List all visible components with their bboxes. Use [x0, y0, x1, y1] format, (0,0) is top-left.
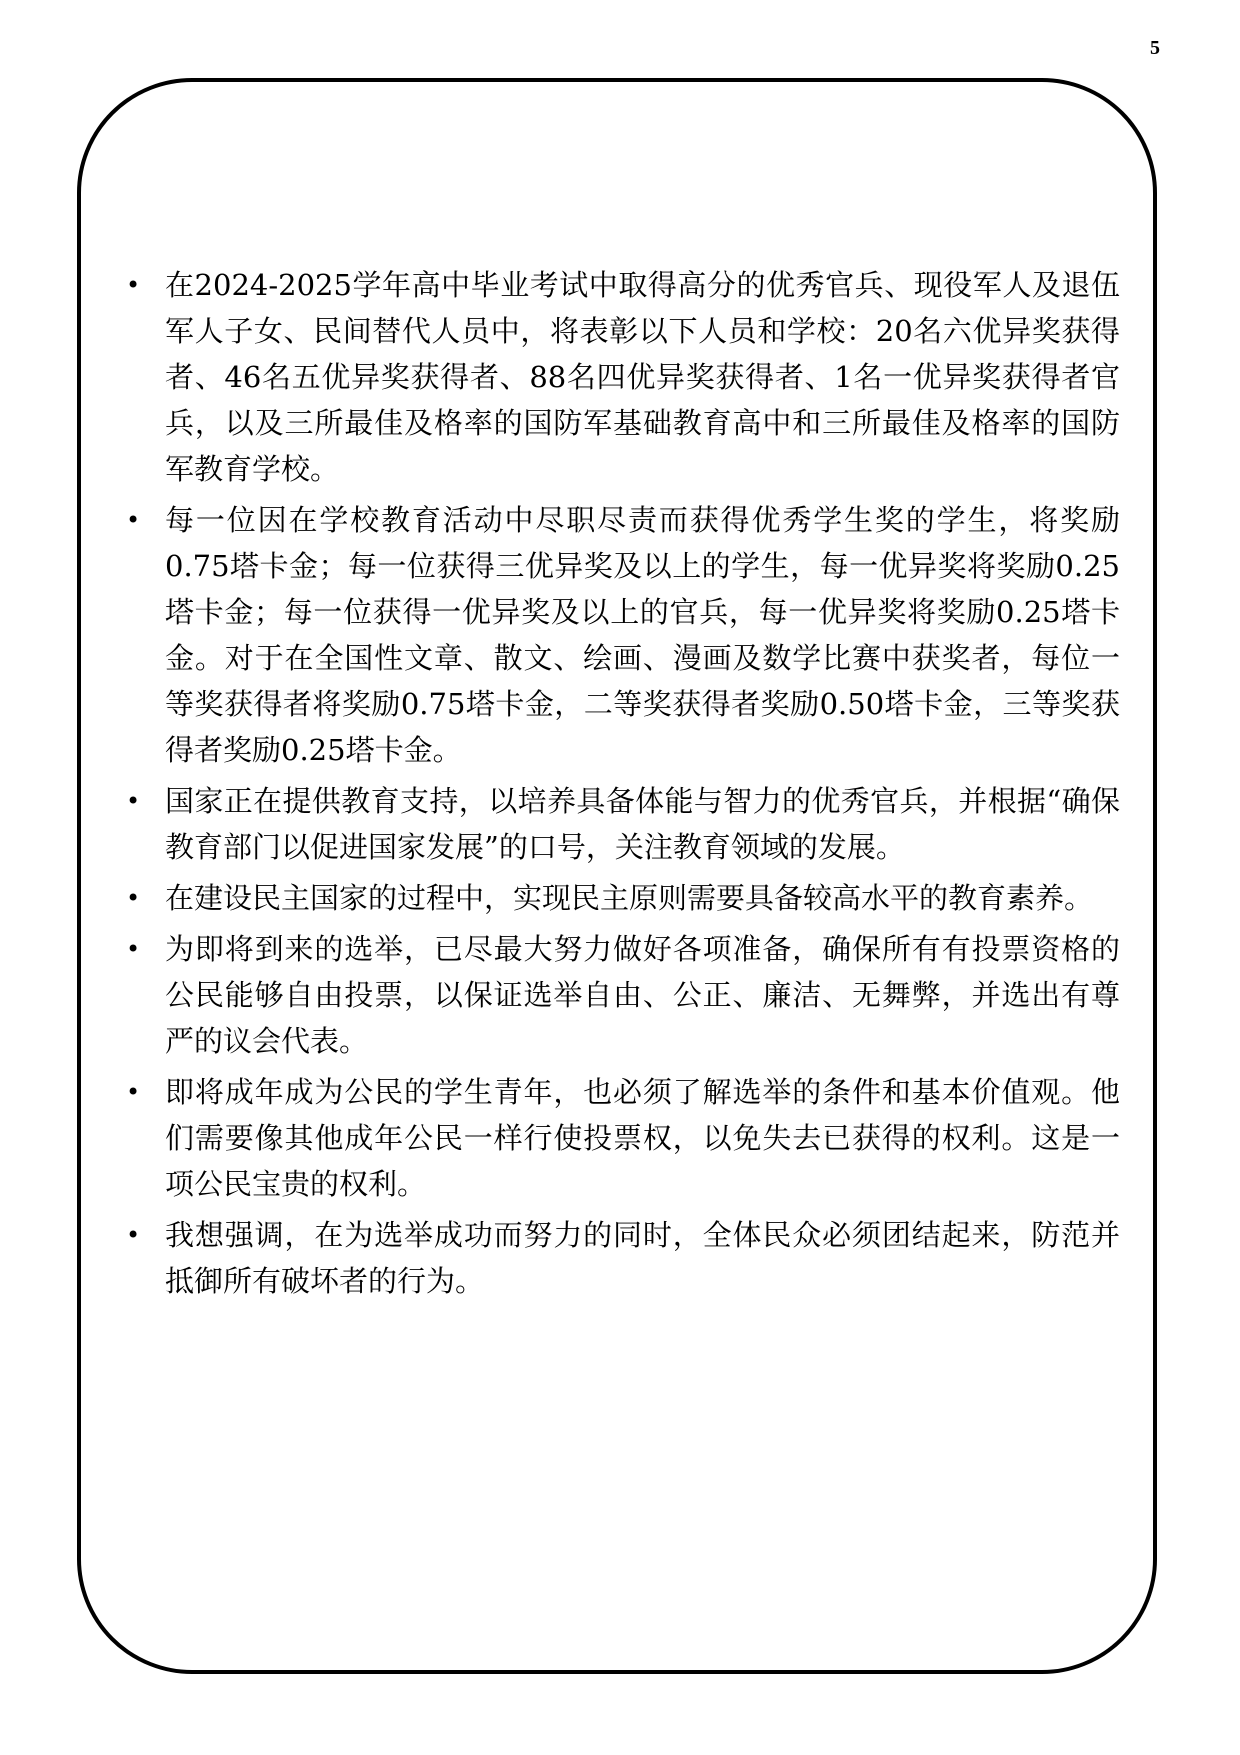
- page-number: 5: [1150, 37, 1160, 59]
- list-item-text: 每一位因在学校教育活动中尽职尽责而获得优秀学生奖的学生，将奖励0.75塔卡金；每一位获得三优异奖及以上的学生，每一优异奖将奖励0.25塔卡金；每一位获得一优异奖及以上的官兵，每一优异奖将奖励0.25塔卡金。对于在全国性文章、散文、绘画、漫画及数学比赛中获奖者，每位一等奖获得者将奖励0.75塔卡金，二等奖获得者奖励0.50塔卡金，三等奖获得者奖励0.25塔卡金。: [165, 503, 1120, 767]
- list-item-text: 即将成年成为公民的学生青年，也必须了解选举的条件和基本价值观。他们需要像其他成年公民一样行使投票权，以免失去已获得的权利。这是一项公民宝贵的权利。: [165, 1075, 1120, 1201]
- bullet-icon: •: [126, 1221, 141, 1249]
- list-item-text: 我想强调，在为选举成功而努力的同时，全体民众必须团结起来，防范并抵御所有破坏者的行为。: [165, 1218, 1120, 1298]
- bullet-icon: •: [126, 935, 141, 963]
- list-item: [120, 1212, 1120, 1304]
- list-item: [120, 497, 1120, 773]
- bullet-icon: •: [126, 884, 141, 912]
- list-item-text: 为即将到来的选举，已尽最大努力做好各项准备，确保所有有投票资格的公民能够自由投票，以保证选举自由、公正、廉洁、无舞弊，并选出有尊严的议会代表。: [165, 932, 1120, 1058]
- list-item-text: 在建设民主国家的过程中，实现民主原则需要具备较高水平的教育素养。: [165, 881, 1094, 915]
- list-item: [120, 1069, 1120, 1207]
- list-item: [120, 778, 1120, 870]
- bullet-icon: •: [126, 506, 141, 534]
- bullet-list: [120, 262, 1120, 1309]
- bullet-icon: •: [126, 1078, 141, 1106]
- list-item: [120, 262, 1120, 492]
- bullet-icon: •: [126, 271, 141, 299]
- list-item: [120, 875, 1120, 921]
- list-item-text: 在2024-2025学年高中毕业考试中取得高分的优秀官兵、现役军人及退伍军人子女、民间替代人员中，将表彰以下人员和学校：20名六优异奖获得者、46名五优异奖获得者、88名四优异奖获得者、1名一优异奖获得者官兵，以及三所最佳及格率的国防军基础教育高中和三所最佳及格率的国防军教育学校。: [165, 268, 1120, 486]
- bullet-icon: •: [126, 787, 141, 815]
- list-item-text: 国家正在提供教育支持，以培养具备体能与智力的优秀官兵，并根据“确保教育部门以促进国家发展”的口号，关注教育领域的发展。: [165, 784, 1120, 864]
- list-item: [120, 926, 1120, 1064]
